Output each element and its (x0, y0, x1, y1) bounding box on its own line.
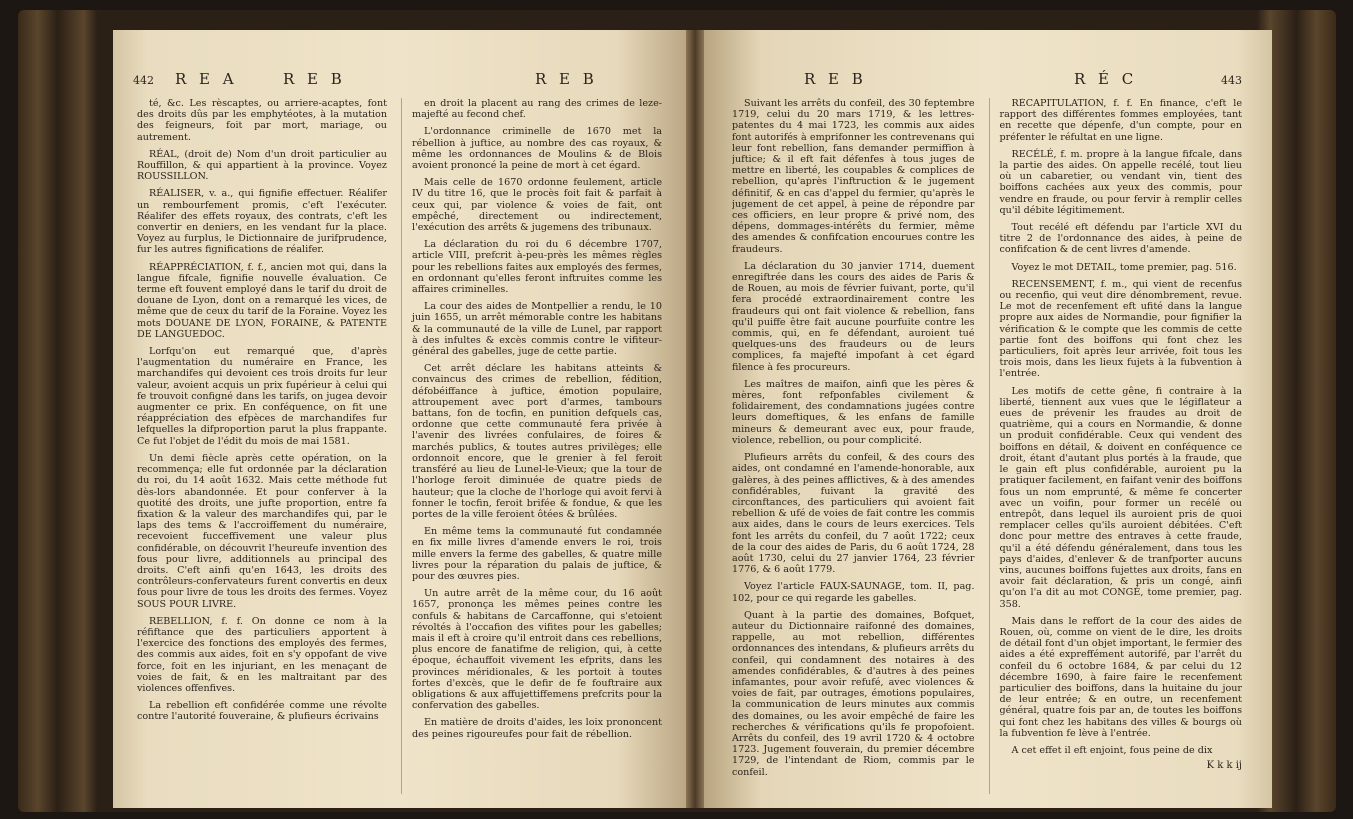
running-head-reb: R E B (804, 70, 867, 88)
paragraph: Cet arrêt déclare les habitans atteints & convaincus des crimes de rebellion, fédition, défobéiffance à juftice, émotion populaire, attroupement avec port d'armes, tambours battans, fon de tocfin, en punition defquels cas, ordonne que cette communauté fera privée à l'avenir des livrées confulaires, de foires & marchés publics, & toutes autres privilèges; elle ordonnoit encore, que le grenier à fel feroit transféré au lieu de Lunel-le-Vieux; que la tour de l'horloge feroit diminuée de quatre pieds de hauteur; que la cloche de l'horloge qui avoit fervi à fonner le tocfin, feroit brifée & fondue, & que les portes de la ville feroient ôtées & brûlées. (412, 363, 662, 520)
running-head-reb-left: R E B (283, 70, 346, 88)
page-number-left: 442 (133, 74, 154, 87)
entry-recapitulation: RÉCAPITULATION, f. f. En finance, c'eft le rapport des différentes fommes employées, tant en recette que dépenfe, d'un compte, pour en préfenter le réfultat en une ligne. (999, 98, 1242, 143)
running-head-rec: R É C (1074, 70, 1138, 88)
left-columns (137, 98, 662, 794)
paragraph: La cour des aides de Montpellier a rendu, le 10 juin 1655, un arrêt mémorable contre les habitans & la communauté de la ville de Lunel, par rapport à des infultes & excès commis contre le vifiteur-général des gabelles, juge de cette partie. (412, 301, 662, 358)
left-column-2 (401, 98, 662, 794)
entry-recensement: RECENSEMENT, f. m., qui vient de recenfus ou recenfio, qui veut dire dénombrement, revue. Le mot de recenfement eft ufité dans la langue propre aux aides de Normandie, pour fignifier la vérification & le compte que les commis de cette partie font des boiffons qui font chez les particuliers, foit après leur arrivée, foit tous les trois mois, dans les lieux fujets à la fubvention à l'entrée. (999, 278, 1242, 380)
left-column-1 (137, 98, 387, 794)
paragraph: té, &c. Les rèscaptes, ou arriere-acaptes, font des droits dûs par les emphytéotes, à la mutation des feigneurs, foit par mort, mariage, ou autrement. (137, 98, 387, 143)
entry-recele: RECÉLÉ, f. m. propre à la langue fifcale, dans la partie des aides. On appelle recélé, tout lieu où un cabaretier, ou vendant vin, tient des boiffons cachées aux yeux des commis, pour vendre en fraude, ou pour fervir à remplir celles qu'il débite légitimement. (999, 148, 1242, 216)
page-number-right: 443 (1221, 74, 1242, 87)
right-column-1 (732, 98, 975, 794)
paragraph: A cet effet il eft enjoint, fous peine de dix (1011, 744, 1213, 756)
right-column-2 (989, 98, 1243, 794)
paragraph: La déclaration du 30 janvier 1714, duement enregiftrée dans les cours des aides de Paris & de Rouen, au mois de février fuivant, porte, qu'il fera procédé extraordinairement contre les fraudeurs qui ont fait violence & rebellion, fans qu'il puiffe être fait aucune pourfuite contre les commis, qui, en fe défendant, auroient tué quelques-uns des fraudeurs ou de leurs complices, fa majefté impofant à cet égard filence à fes procureurs. (732, 260, 975, 373)
book-gutter (686, 30, 704, 808)
right-running-head (704, 68, 1272, 94)
paragraph: L'ordonnance criminelle de 1670 met la rébellion à juftice, au nombre des cas royaux, & même les ordonnances de Moulins & de Blois avoient prononcé la peine de mort à cet égard. (412, 126, 662, 172)
right-columns (732, 98, 1242, 794)
paragraph: en droit la placent au rang des crimes de leze-majefté au fecond chef. (412, 98, 662, 121)
left-running-head (113, 68, 686, 94)
entry-reappreciation: RÉAPPRÉCIATION, f. f., ancien mot qui, dans la langue fifcale, fignifie nouvelle évaluation. Ce terme eft fouvent employé dans le tarif du droit de douane de Lyon, dont on a remarqué les vices, de même que de ceux du tarif de la Foraine. Voyez les mots DOUANE DE LYON, FORAINE, & PATENTE DE LANGUEDOC. (137, 261, 387, 340)
paragraph: En même tems la communauté fut condamnée en fix mille livres d'amende envers le roi, trois mille envers la ferme des gabelles, & quatre mille livres pour la réparation du palais de juftice, & pour des œuvres pies. (412, 526, 662, 582)
paragraph: Mais dans le reffort de la cour des aides de Rouen, où, comme on vient de le dire, les droits de détail font d'un objet important, le fermier des aides a été expreffément autorifé, par l'arrêt du confeil du 6 octobre 1684, & par celui du 12 décembre 1690, à faire faire le recenfement particulier des boiffons, dans la huitaine du jour de leur entrée; & en outre, un recenfement général, quatre fois par an, de toutes les boiffons qui font chez les habitans des villes & bourgs où la fubvention fe lève à l'entrée. (999, 615, 1242, 739)
paragraph: Suivant les arrêts du confeil, des 30 feptembre 1719, celui du 20 mars 1719, & les lettres-patentes du 4 mai 1723, les commis aux aides font autorifés à emprifonner les contrevenans qui leur font rebellion, fans demander permiffion à juftice; & il eft fait défenfes à tous juges de mettre en liberté, les coupables & complices de rebellion, qu'après l'inftruction & le jugement définitif, & en cas d'appel du fermier, qu'après le jugement de cet appel, à peine de répondre par ces officiers, en leur propre & privé nom, des dépens, dommages-intérêts du fermier, même des amendes & confifcation encourues contre les fraudeurs. (732, 98, 975, 255)
paragraph: Un demi fiècle après cette opération, on la recommença; elle fut ordonnée par la déclaration du roi, du 14 août 1632. Mais cette méthode fut dès-lors abandonnée. Et pour conferver à la quotité des droits, une jufte proportion, entre fa fixation & la valeur des marchandifes qui, par le laps des tems & l'accroiffement du numéraire, recevoient fucceffivement une valeur plus confidérable, on découvrit l'heureufe invention des fous pour livre, additionnels au principal des droits. C'eft ainfi qu'en 1643, les droits des contrôleurs-confervateurs furent convertis en deux fous pour livre de tous les droits des fermes. Voyez SOUS POUR LIVRE. (137, 452, 387, 610)
signature-mark: K k k ij (1206, 760, 1242, 772)
right-page (704, 30, 1272, 808)
paragraph: Voyez l'article FAUX-SAUNAGE, tom. II, pag. 102, pour ce qui regarde les gabelles. (732, 581, 975, 604)
open-book (18, 10, 1336, 812)
paragraph: Mais celle de 1670 ordonne feulement, article IV du titre 16, que le procès foit fait & parfait à ceux qui, par violence & voies de fait, ont empêché, directement ou indirectement, l'exécution des arrêts & jugemens des tribunaux. (412, 177, 662, 234)
paragraph: Quant à la partie des domaines, Bofquet, auteur du Dictionnaire raifonné des domaines, rappelle, au mot rebellion, différentes ordonnances des intendans, & plufieurs arrêts du confeil, qui condamnent des notaires à des amendes confidérables, & d'autres à des peines infamantes, pour avoir refufé, avec violences & voies de fait, par outrages, émotions populaires, la communication de leurs minutes aux commis des domaines, ou les avoir empêché de faire les recherches & vérifications qu'ils fe propofoient. Arrêts du confeil, des 19 avril 1720 & 4 octobre 1723. Jugement fouverain, du premier décembre 1729, de l'intendant de Riom, commis par le confeil. (732, 609, 975, 778)
paragraph: La déclaration du roi du 6 décembre 1707, article VIII, prefcrit à-peu-près les mêmes règles pour les rebellions faites aux employés des fermes, en ordonnant qu'elles feront inftruites comme les affaires criminelles. (412, 239, 662, 296)
paragraph: Un autre arrêt de la même cour, du 16 août 1657, prononça les mêmes peines contre les confuls & habitans de Carcaffonne, qui s'etoient révoltés à l'occafion des vifites pour les gabelles; mais il eft à croire qu'il entroit dans ces rebellions, plus encore de fanatifme de religion, qui, à cette époque, échauffoit vivement les efprits, dans les provinces méridionales, & les portoit à toutes fortes d'excès, que le defir de fe fouftraire aux obligations & aux affujettiffemens prefcrits pour la confervation des gabelles. (412, 588, 662, 712)
paragraph: Lorfqu'on eut remarqué que, d'après l'augmentation du numéraire en France, les marchandifes qui devoient ces trois droits fur leur valeur, avoient acquis un prix fupérieur à celui qui fe trouvoit configné dans les tarifs, on jugea devoir augmenter ce prix. En conféquence, on fit une réappréciation des efpèces de marchandifes fur lefquelles la difproportion parut la plus frappante. Ce fut l'objet de l'édit du mois de mai 1581. (137, 346, 387, 447)
paragraph: La rebellion eft confidérée comme une révolte contre l'autorité fouveraine, & plufieurs écrivains (137, 700, 387, 723)
paragraph: En matière de droits d'aides, les loix prononcent des peines rigoureufes pour fait de rébellion. (412, 717, 662, 740)
entry-realiser: RÉALISER, v. a., qui fignifie effectuer. Réalifer un rembourfement promis, c'eft l'exécuter. Réalifer des effets royaux, des contrats, c'eft les convertir en deniers, en les vendant fur la place. Voyez au furplus, le Dictionnaire de jurifprudence, fur les autres fignifications de réalifer. (137, 188, 387, 256)
paragraph: Plufieurs arrêts du confeil, & des cours des aides, ont condamné en l'amende-honorable, aux galères, à des peines afflictives, & à des amendes confidérables, fuivant la gravité des circonftances, des particuliers qui avoient fait rebellion & ufé de voies de fait contre les commis aux aides, dans le cours de leurs exercices. Tels font les arrêts du confeil, du 7 août 1722; ceux de la cour des aides de Paris, du 6 août 1724, 28 août 1730, celui du 27 janvier 1764, 23 février 1776, & 6 août 1779. (732, 452, 975, 576)
paragraph: Les motifs de cette gêne, fi contraire à la liberté, tiennent aux vues que le légiflateur a eues de prévenir les fraudes au droit de quatrième, qui a cours en Normandie, & donne un produit confidérable. Ceux qui vendent des boiffons en détail, & doivent en conféquence ce droit, étant d'autant plus portés à la fraude, que le gain eft plus confidérable, auroient pu la pratiquer facilement, en faifant venir des boiffons fous un nom emprunté, & même fe concerter avec un voifin, pour former un recélé ou entrepôt, dans lequel ils auroient pris de quoi remplacer celles qu'ils auroient débitées. C'eft donc pour mettre des entraves à cette fraude, qu'il a été défendu généralement, dans tous les pays d'aides, d'enlever & de tranfporter aucuns vins, aucunes boiffons fujettes aux droits, fans en avoir fait déclaration, & pris un congé, ainfi qu'on l'a dit au mot CONGÉ, tome premier, pag. 358. (999, 385, 1242, 610)
paragraph: Voyez le mot DETAIL, tome premier, pag. 516. (1011, 261, 1237, 273)
running-head-reb-right: R E B (535, 70, 598, 88)
entry-rebellion: REBELLION, f. f. On donne ce nom à la réfiftance que des particuliers apportent à l'exercice des fonctions des employés des fermes, des commis aux aides, foit en s'y oppofant de vive force, foit en les injuriant, en les menaçant de voies de fait, & en les maltraitant par des violences offenfives. (137, 615, 387, 694)
paragraph: Les maîtres de maifon, ainfi que les pères & mères, font refponfables civilement & folidairement, des condamnations jugées contre leurs domeftiques, & les enfans de famille mineurs & demeurant avec eux, pour fraude, violence, rebellion, ou pour complicité. (732, 378, 975, 446)
left-page (113, 30, 686, 808)
running-head-rea: R E A (175, 70, 238, 88)
entry-real: RÉAL, (droit de) Nom d'un droit particulier au Rouffillon, & qui appartient à la province. Voyez ROUSSILLON. (137, 148, 387, 183)
paragraph: Tout recélé eft défendu par l'article XVI du titre 2 de l'ordonnance des aides, à peine de confifcation & de cent livres d'amende. (999, 222, 1242, 256)
